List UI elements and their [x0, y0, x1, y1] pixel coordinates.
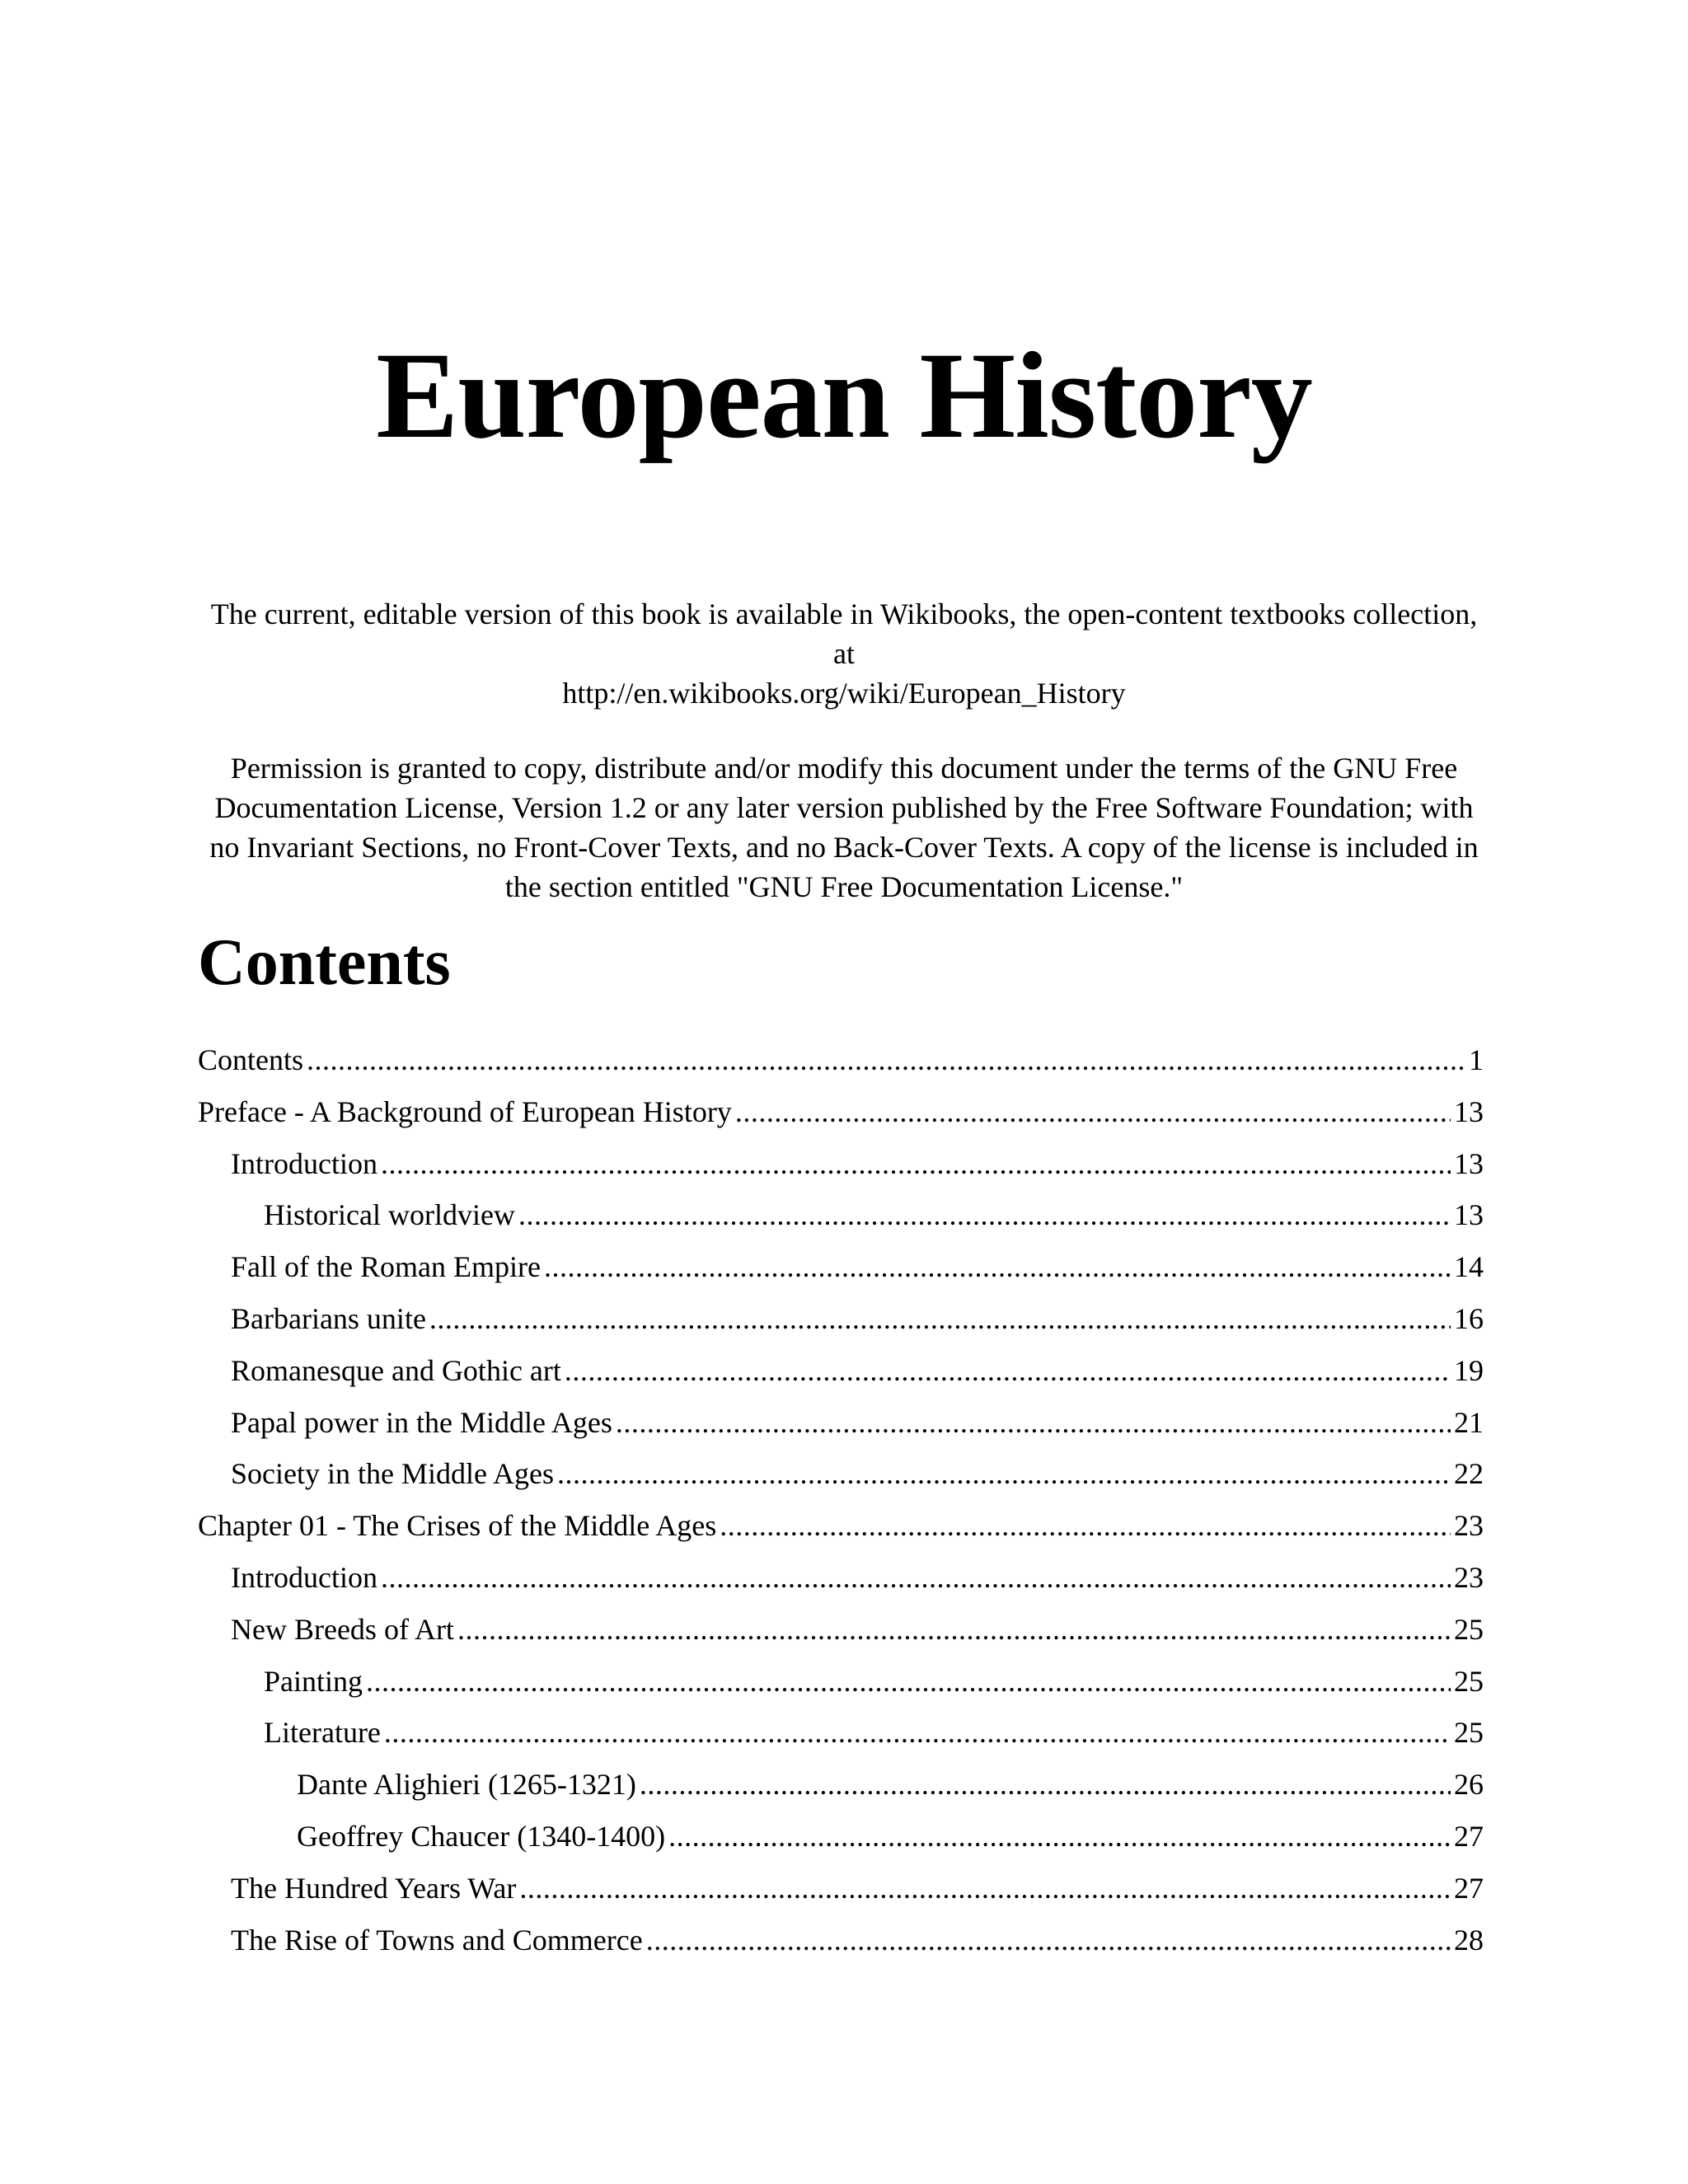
toc-dot-leader	[565, 1351, 1451, 1390]
toc-entry[interactable]	[198, 1816, 1484, 1868]
document-title: European History	[376, 327, 1312, 464]
toc-entry-title[interactable]: Dante Alighieri (1265-1321)	[297, 1768, 636, 1802]
toc-dot-leader	[457, 1610, 1451, 1649]
toc-entry-title[interactable]: Contents	[198, 1043, 304, 1076]
toc-entry-page-number: 13	[1454, 1146, 1484, 1180]
toc-entry[interactable]	[198, 1195, 1484, 1247]
toc-entry[interactable]	[198, 1247, 1484, 1299]
toc-entry-title[interactable]: Preface - A Background of European History	[198, 1094, 732, 1128]
toc-dot-leader	[544, 1247, 1451, 1286]
toc-entry-title[interactable]: Introduction	[231, 1560, 377, 1594]
toc-entry-title[interactable]: Literature	[264, 1716, 381, 1750]
toc-entry-title[interactable]: Society in the Middle Ages	[231, 1457, 554, 1491]
toc-entry-page-number: 27	[1454, 1871, 1484, 1905]
toc-entry[interactable]	[198, 1144, 1484, 1196]
toc-entry[interactable]	[198, 1299, 1484, 1351]
toc-dot-leader	[307, 1040, 1465, 1080]
toc-entry-page-number: 13	[1454, 1094, 1484, 1128]
toc-entry[interactable]	[198, 1351, 1484, 1403]
toc-dot-leader	[668, 1816, 1451, 1856]
toc-dot-leader	[381, 1558, 1451, 1597]
toc-entry[interactable]	[198, 1092, 1484, 1144]
toc-entry-page-number: 25	[1454, 1612, 1484, 1646]
toc-dot-leader	[720, 1506, 1451, 1545]
toc-entry-title[interactable]: Barbarians unite	[231, 1301, 426, 1335]
toc-entry[interactable]	[198, 1868, 1484, 1920]
toc-dot-leader	[646, 1920, 1451, 1960]
toc-entry-page-number: 1	[1469, 1043, 1484, 1076]
toc-entry-title[interactable]: Fall of the Roman Empire	[231, 1250, 541, 1284]
toc-entry-page-number: 21	[1454, 1405, 1484, 1439]
toc-entry-page-number: 16	[1454, 1301, 1484, 1335]
toc-dot-leader	[557, 1454, 1451, 1493]
toc-dot-leader	[518, 1195, 1451, 1235]
toc-dot-leader	[640, 1765, 1451, 1804]
toc-entry[interactable]	[198, 1765, 1484, 1816]
toc-entry[interactable]	[198, 1040, 1484, 1092]
toc-dot-leader	[429, 1299, 1451, 1338]
toc-dot-leader	[735, 1092, 1451, 1132]
toc-entry[interactable]	[198, 1661, 1484, 1713]
toc-entry-title[interactable]: New Breeds of Art	[231, 1612, 454, 1646]
toc-entry-page-number: 23	[1454, 1560, 1484, 1594]
toc-entry[interactable]	[198, 1454, 1484, 1506]
contents-heading: Contents	[198, 926, 451, 999]
toc-entry-page-number: 25	[1454, 1664, 1484, 1698]
toc-entry-page-number: 13	[1454, 1198, 1484, 1232]
toc-entry-page-number: 25	[1454, 1716, 1484, 1750]
toc-entry-title[interactable]: Painting	[264, 1664, 363, 1698]
toc-entry-page-number: 28	[1454, 1923, 1484, 1957]
toc-entry[interactable]	[198, 1920, 1484, 1972]
table-of-contents	[198, 1040, 1484, 1971]
toc-entry-title[interactable]: Geoffrey Chaucer (1340-1400)	[297, 1819, 666, 1853]
toc-dot-leader	[519, 1868, 1451, 1908]
toc-entry[interactable]	[198, 1713, 1484, 1765]
toc-dot-leader	[381, 1144, 1451, 1183]
toc-dot-leader	[366, 1661, 1451, 1701]
toc-entry[interactable]	[198, 1403, 1484, 1455]
toc-entry-title[interactable]: The Rise of Towns and Commerce	[231, 1923, 643, 1957]
toc-entry[interactable]	[198, 1506, 1484, 1558]
availability-notice	[198, 594, 1490, 713]
toc-entry-title[interactable]: Chapter 01 - The Crises of the Middle Ages	[198, 1509, 717, 1543]
toc-entry-page-number: 14	[1454, 1250, 1484, 1284]
toc-entry-title[interactable]: The Hundred Years War	[231, 1871, 517, 1905]
toc-entry-title[interactable]: Historical worldview	[264, 1198, 515, 1232]
toc-entry[interactable]	[198, 1558, 1484, 1610]
toc-entry-page-number: 23	[1454, 1509, 1484, 1543]
toc-entry-page-number: 27	[1454, 1819, 1484, 1853]
license-notice: Permission is granted to copy, distribute and/or modify this document under the terms of the GNU Free Documentation License, Version 1.2 or any later version published by the Free Software Foundation; with no Invariant Sections, no Front-Cover Texts, and no Back-Cover Texts. A copy of the license is included in the section entitled "GNU Free Documentation License."	[209, 752, 1479, 903]
toc-entry[interactable]	[198, 1610, 1484, 1661]
toc-entry-title[interactable]: Romanesque and Gothic art	[231, 1353, 561, 1387]
toc-entry-page-number: 19	[1454, 1353, 1484, 1387]
availability-text: The current, editable version of this book is available in Wikibooks, the open-content textbooks collection, at	[210, 598, 1478, 670]
toc-entry-title[interactable]: Papal power in the Middle Ages	[231, 1405, 612, 1439]
toc-entry-title[interactable]: Introduction	[231, 1146, 377, 1180]
toc-dot-leader	[616, 1403, 1451, 1442]
toc-entry-page-number: 22	[1454, 1457, 1484, 1491]
availability-url: http://en.wikibooks.org/wiki/European_History	[562, 677, 1126, 710]
toc-entry-page-number: 26	[1454, 1768, 1484, 1802]
toc-dot-leader	[384, 1713, 1451, 1752]
